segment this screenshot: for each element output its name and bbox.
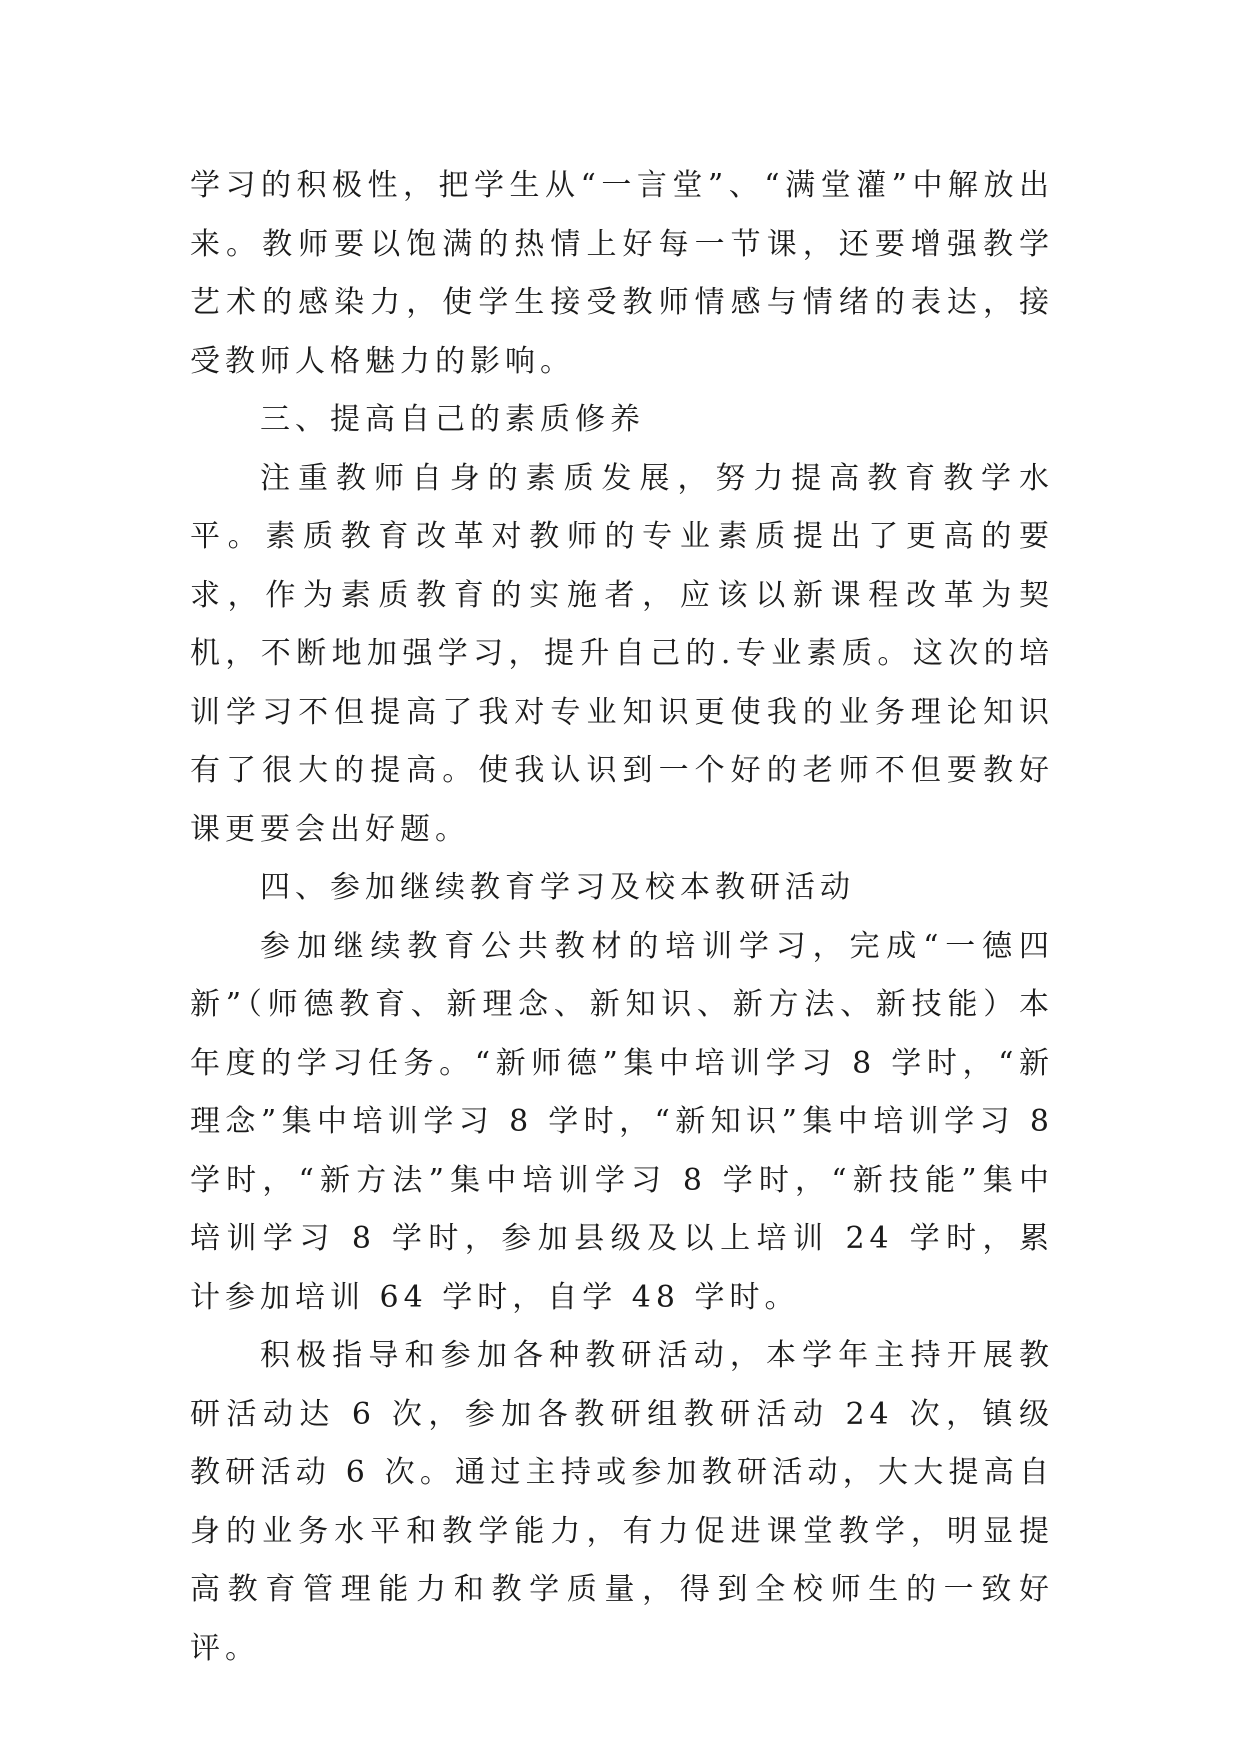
document-body xyxy=(190,157,1054,1678)
body-paragraph: 注重教师自身的素质发展，努力提高教育教学水平。素质教育改革对教师的专业素质提出了更高的要求，作为素质教育的实施者，应该以新课程改革为契机，不断地加强学习，提升自己的.专业素质。这次的培训学习不但提高了我对专业知识更使我的业务理论知识有了很大的提高。使我认识到一个好的老师不但要教好课更要会出好题。 xyxy=(190,460,1054,847)
body-paragraph: 学习的积极性，把学生从“一言堂”、“满堂灌”中解放出来。教师要以饱满的热情上好每一节课，还要增强教学艺术的感染力，使学生接受教师情感与情绪的表达，接受教师人格魅力的影响。 xyxy=(190,168,1054,379)
section-heading: 三、提高自己的素质修养 xyxy=(260,402,645,437)
body-paragraph: 积极指导和参加各种教研活动，本学年主持开展教研活动达 6 次，参加各教研组教研活动 24 次，镇级教研活动 6 次。通过主持或参加教研活动，大大提高自身的业务水平和教学能力，有力促进课堂教学，明显提高教育管理能力和教学质量，得到全校师生的一致好评。 xyxy=(190,1338,1054,1666)
section-heading: 四、参加继续教育学习及校本教研活动 xyxy=(260,870,855,905)
body-paragraph: 参加继续教育公共教材的培训学习，完成“一德四新”（师德教育、新理念、新知识、新方法、新技能）本年度的学习任务。“新师德”集中培训学习 8 学时，“新理念”集中培训学习 8 学时，“新知识”集中培训学习 8 学时，“新方法”集中培训学习 8 学时，“新技能”集中培训学习 8 学时，参加县级及以上培训 24 学时，累计参加培训 64 学时，自学 48 学时。 xyxy=(190,928,1054,1315)
